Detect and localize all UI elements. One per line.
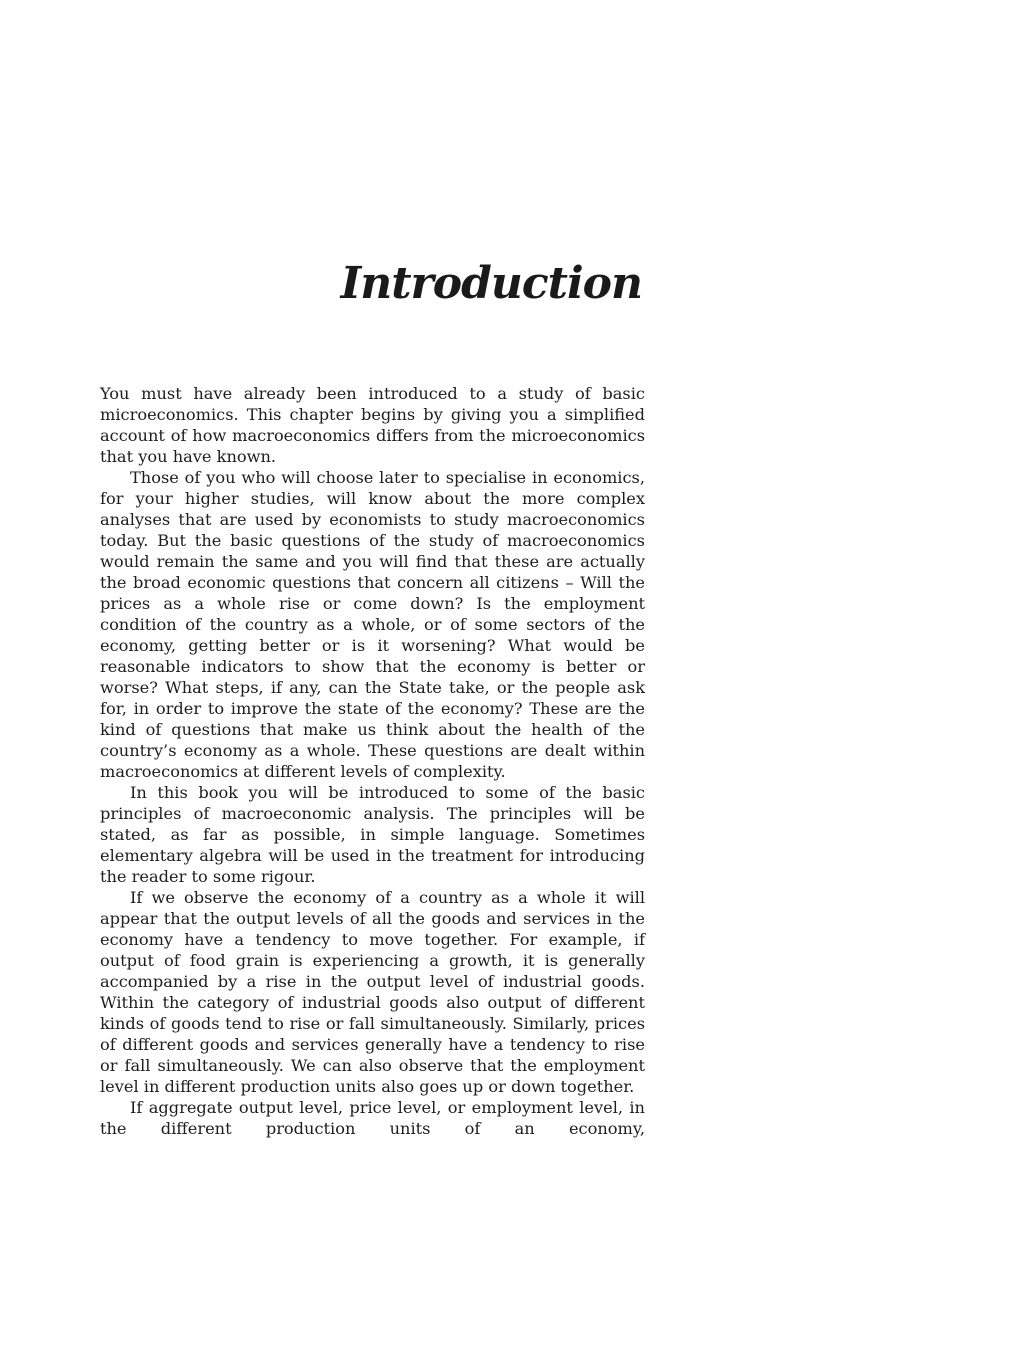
paragraph-macro-questions: Those of you who will choose later to specialise in economics, for your higher studies, will know about the more complex analyses that are used by economists to study macroeconomics today. But the basic questions of the study of macroeconomics would remain the same and you will find that these are actually the broad economic questions that concern all citizens – Will the prices as a whole rise or come down? Is the employment condition of the country as a whole, or of some sectors of the economy, getting better or is it worsening? What would be reasonable indicators to show that the economy is better or worse? What steps, if any, can the State take, or the people ask for, in order to improve the state of the economy? These are the kind of questions that make us think about the health of the country’s economy as a whole. These questions are dealt within macroeconomics at different levels of complexity. [100,468,645,781]
paragraph-aggregate-continued: If aggregate output level, price level, or employment level, in the different production units of an economy, [100,1098,645,1138]
paragraph-book-scope: In this book you will be introduced to some of the basic principles of macroeconomic analysis. The principles will be stated, as far as possible, in simple language. Sometimes elementary algebra will be used in the treatment for introducing the reader to some rigour. [100,783,645,886]
chapter-body [100,383,645,1139]
paragraph-intro: You must have already been introduced to a study of basic microeconomics. This chapter begins by giving you a simplified account of how macroeconomics differs from the microeconomics that you have known. [100,384,645,466]
chapter-title: Introduction [340,258,642,309]
paragraph-co-movement: If we observe the economy of a country as a whole it will appear that the output levels of all the goods and services in the economy have a tendency to move together. For example, if output of food grain is experiencing a growth, it is generally accompanied by a rise in the output level of industrial goods. Within the category of industrial goods also output of different kinds of goods tend to rise or fall simultaneously. Similarly, prices of different goods and services generally have a tendency to rise or fall simultaneously. We can also observe that the employment level in different production units also goes up or down together. [100,888,645,1096]
